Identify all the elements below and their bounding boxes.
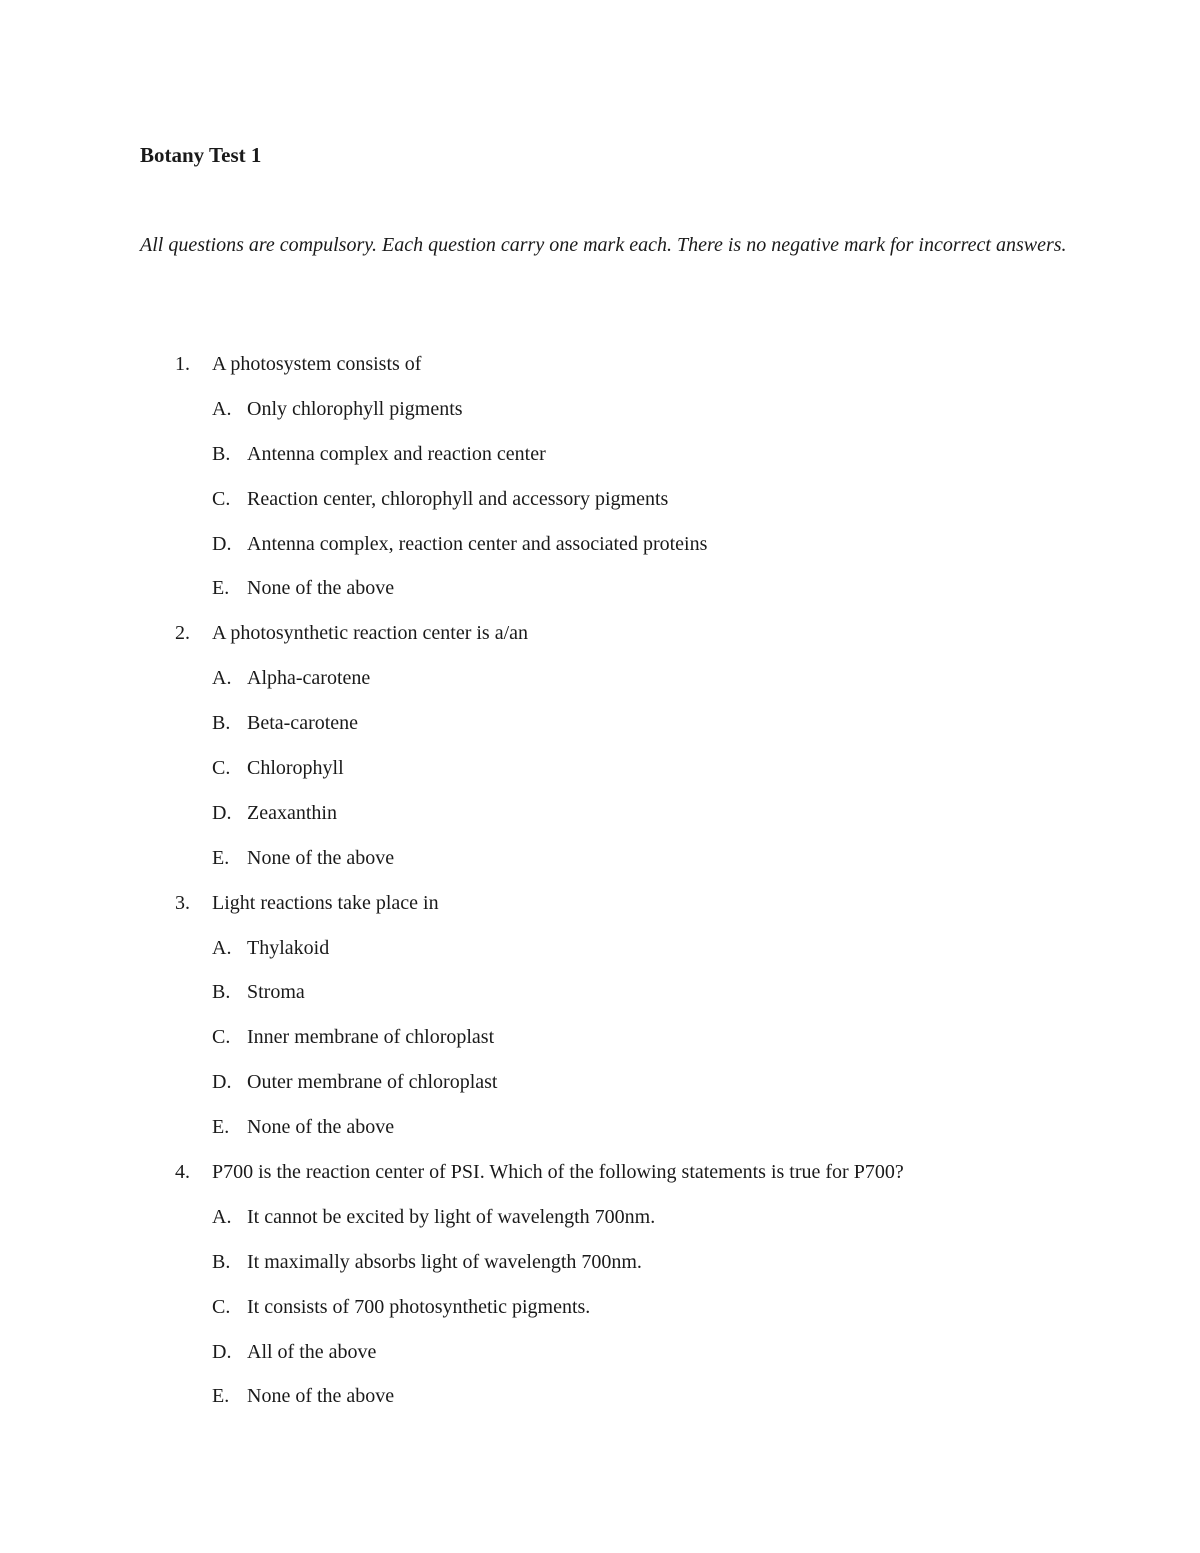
question-3 bbox=[0, 888, 1200, 1157]
document-title: Botany Test 1 bbox=[140, 143, 262, 167]
question-4 bbox=[0, 1157, 1200, 1426]
option-text: None of the above bbox=[247, 577, 395, 600]
question-list bbox=[0, 349, 1200, 1426]
option-item bbox=[0, 1337, 1200, 1382]
option-letter: C. bbox=[212, 757, 231, 780]
option-letter: B. bbox=[212, 442, 231, 465]
option-item bbox=[0, 753, 1200, 798]
option-letter: E. bbox=[212, 577, 230, 600]
question-text: P700 is the reaction center of PSI. Which of the following statements is true for P700? bbox=[212, 1161, 904, 1184]
option-text: None of the above bbox=[247, 1116, 395, 1139]
option-letter: D. bbox=[212, 1340, 232, 1363]
option-text: Stroma bbox=[247, 981, 305, 1004]
question-text: A photosynthetic reaction center is a/an bbox=[212, 622, 529, 645]
option-text: It maximally absorbs light of wavelength 700nm. bbox=[247, 1250, 642, 1273]
option-letter: A. bbox=[212, 936, 232, 959]
option-text: Reaction center, chlorophyll and accessory pigments bbox=[247, 487, 669, 510]
option-letter: C. bbox=[212, 1026, 231, 1049]
option-text: Chlorophyll bbox=[247, 757, 344, 780]
option-item bbox=[0, 1381, 1200, 1426]
question-number: 3. bbox=[175, 891, 190, 914]
option-letter: B. bbox=[212, 712, 231, 735]
option-item bbox=[0, 663, 1200, 708]
question-number: 1. bbox=[175, 353, 190, 375]
option-letter: B. bbox=[212, 981, 231, 1004]
instructions-text: All questions are compulsory. Each question carry one mark each. There is no negative mark for incorrect answers. bbox=[140, 234, 1067, 256]
option-item bbox=[0, 529, 1200, 574]
question-stem bbox=[0, 1157, 1200, 1202]
option-item bbox=[0, 484, 1200, 529]
option-text: Zeaxanthin bbox=[247, 801, 337, 824]
option-item bbox=[0, 1022, 1200, 1067]
option-letter: C. bbox=[212, 1295, 231, 1318]
option-item bbox=[0, 573, 1200, 618]
option-item bbox=[0, 394, 1200, 439]
question-stem bbox=[0, 888, 1200, 933]
question-number: 2. bbox=[175, 622, 190, 645]
question-1 bbox=[0, 349, 1200, 618]
option-letter: D. bbox=[212, 801, 232, 824]
question-2 bbox=[0, 618, 1200, 887]
option-text: Antenna complex, reaction center and associated proteins bbox=[247, 532, 708, 555]
option-item bbox=[0, 1292, 1200, 1337]
option-text: Inner membrane of chloroplast bbox=[247, 1026, 495, 1049]
option-item bbox=[0, 933, 1200, 978]
option-item bbox=[0, 708, 1200, 753]
option-text: Alpha-carotene bbox=[247, 667, 371, 690]
question-stem bbox=[0, 618, 1200, 663]
option-text: All of the above bbox=[247, 1340, 377, 1363]
question-text: A photosystem consists of bbox=[212, 353, 422, 375]
option-item bbox=[0, 439, 1200, 484]
option-text: Only chlorophyll pigments bbox=[247, 397, 463, 420]
question-number: 4. bbox=[175, 1161, 190, 1184]
option-letter: E. bbox=[212, 1385, 230, 1408]
option-text: It cannot be excited by light of wavelength 700nm. bbox=[247, 1205, 656, 1228]
option-item bbox=[0, 1247, 1200, 1292]
option-letter: E. bbox=[212, 846, 230, 869]
option-letter: A. bbox=[212, 667, 232, 690]
option-letter: C. bbox=[212, 487, 231, 510]
option-text: Beta-carotene bbox=[247, 712, 359, 735]
option-item bbox=[0, 977, 1200, 1022]
option-item bbox=[0, 798, 1200, 843]
option-letter: D. bbox=[212, 1071, 232, 1094]
option-letter: E. bbox=[212, 1116, 230, 1139]
option-item bbox=[0, 843, 1200, 888]
option-letter: B. bbox=[212, 1250, 231, 1273]
question-text: Light reactions take place in bbox=[212, 891, 439, 914]
option-letter: A. bbox=[212, 397, 232, 420]
option-item bbox=[0, 1067, 1200, 1112]
option-item bbox=[0, 1112, 1200, 1157]
option-text: Antenna complex and reaction center bbox=[247, 442, 546, 465]
option-text: None of the above bbox=[247, 1385, 395, 1408]
option-text: None of the above bbox=[247, 846, 395, 869]
option-text: It consists of 700 photosynthetic pigments. bbox=[247, 1295, 591, 1318]
option-item bbox=[0, 1202, 1200, 1247]
option-letter: D. bbox=[212, 532, 232, 555]
option-text: Thylakoid bbox=[247, 936, 330, 959]
question-stem bbox=[0, 349, 1200, 394]
option-letter: A. bbox=[212, 1205, 232, 1228]
option-text: Outer membrane of chloroplast bbox=[247, 1071, 498, 1094]
